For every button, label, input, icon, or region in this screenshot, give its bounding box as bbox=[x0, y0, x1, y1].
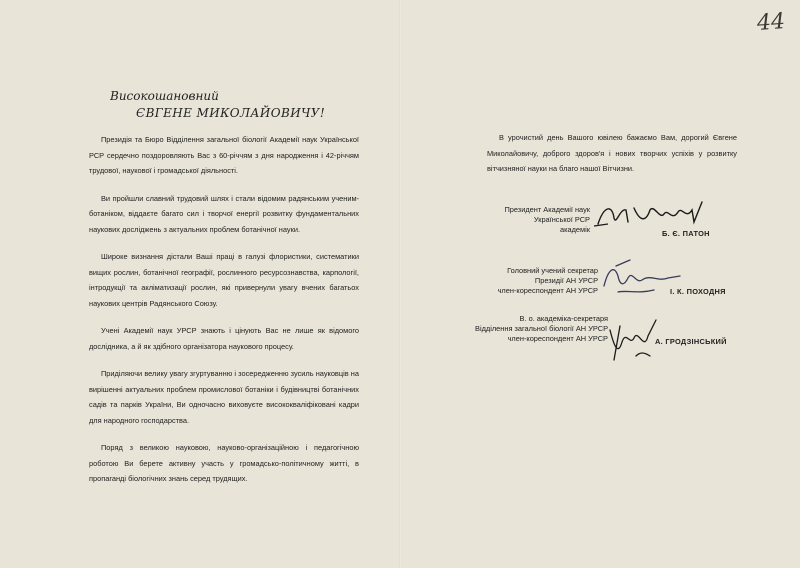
letter-paragraph: Ви пройшли славний трудовий шлях і стали відомим радянським ученим-ботаніком, віддаєте багато сил і творчої енергії розвитку фундаментальних наукових досліджень з актуальних проблем ботанічної науки. bbox=[89, 193, 359, 234]
closing-greeting bbox=[487, 130, 737, 177]
signatory-1-title: Президент Академії наук Української РСР академік bbox=[504, 205, 590, 234]
letter-paragraph: Приділяючи велику увагу згуртуванню і зосередженню зусиль науковців на вирішенні актуальних проблем промислової ботаніки і будівництві ботанічних садів та парків України, Ви одночасно виховуєте висококваліфіковані кадри для народного господарства. bbox=[89, 369, 359, 425]
salutation-line-1: Високошановний bbox=[110, 89, 219, 103]
letter-paragraph: Поряд з великою науковою, науково-організаційною і педагогічною роботою Ви берете активну участь у громадсько-політичному житті, в пропаганді біологічних знань серед трудящих. bbox=[89, 443, 359, 483]
greeting-text: В урочистий день Вашого ювілею бажаємо Вам, дорогий Євгене Миколайовичу, доброго здоров'я і нових творчих успіхів у розвитку вітчизняної науки на благо нашої Вітчизни. bbox=[487, 133, 737, 173]
signatory-2-name: І. К. ПОХОДНЯ bbox=[670, 287, 726, 296]
signatory-3-title: В. о. академіка-секретаря Відділення загальної біології АН УРСР член-кореспондент АН УРСР bbox=[475, 314, 608, 343]
salutation-line-2: ЄВГЕНЕ МИКОЛАЙОВИЧУ! bbox=[136, 106, 326, 120]
page-number: 44 bbox=[756, 9, 786, 36]
signatory-2-title: Головний учений секретар Президії АН УРСР член-кореспондент АН УРСР bbox=[497, 266, 598, 295]
page-fold bbox=[399, 0, 401, 568]
signatory-1-name: Б. Є. ПАТОН bbox=[662, 229, 710, 238]
signatory-3-name: А. ГРОДЗІНСЬКИЙ bbox=[655, 337, 727, 346]
letter-paragraph: Президія та Бюро Відділення загальної біології Академії наук Української РСР сердечно поздоровляють Вас з 60-річчям з дня народження і 42-річчям трудової, наукової і громадської діяльності. bbox=[89, 135, 359, 175]
salutation bbox=[110, 88, 370, 122]
letter-body bbox=[89, 132, 359, 499]
letter-paragraph: Учені Академії наук УРСР знають і цінують Вас не лише як відомого дослідника, а й як здібного організатора наукового процесу. bbox=[89, 326, 359, 351]
letter-paragraph: Широке визнання дістали Ваші праці в галузі флористики, систематики вищих рослин, ботанічної географії, рослинного ресурсознавства, карпології, інтродукції та акліматизації рослин, які привернули увагу вчених багатьох наукових центрів Радянського Союзу. bbox=[89, 252, 359, 308]
